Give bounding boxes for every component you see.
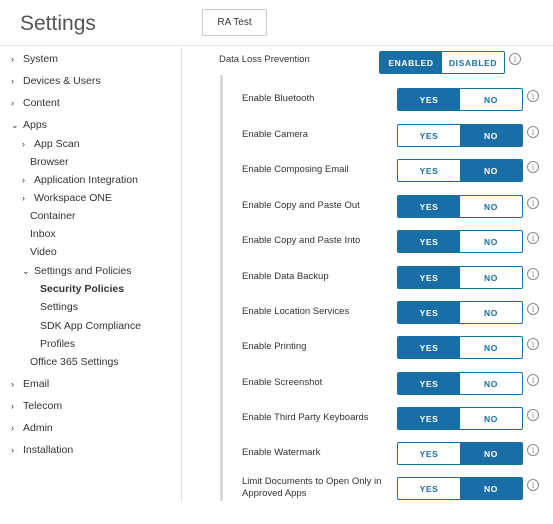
info-icon[interactable]: i (527, 268, 539, 280)
yes-option[interactable]: YES (398, 89, 460, 110)
chevron-right-icon: › (22, 193, 25, 203)
setting-label: Enable Copy and Paste Into (242, 235, 361, 246)
organization-group-button[interactable]: RA Test (202, 9, 267, 36)
sidebar-item[interactable] (11, 420, 53, 436)
yes-option[interactable]: YES (419, 165, 439, 176)
yes-no-toggle[interactable] (397, 159, 523, 182)
sidebar-item[interactable] (30, 244, 57, 260)
chevron-down-icon: ⌄ (22, 265, 30, 276)
sidebar-item-label: Office 365 Settings (30, 356, 119, 368)
chevron-right-icon: › (22, 175, 25, 185)
chevron-right-icon: › (11, 379, 14, 389)
info-icon[interactable]: i (527, 232, 539, 244)
info-icon[interactable]: i (509, 53, 521, 65)
sidebar-item[interactable] (11, 442, 73, 458)
sidebar-item[interactable] (40, 318, 141, 334)
chevron-right-icon: › (11, 445, 14, 455)
sidebar-item[interactable] (22, 190, 112, 206)
chevron-right-icon: › (22, 139, 25, 149)
sidebar-item-label: App Scan (34, 138, 80, 150)
security-policies-panel (183, 47, 553, 502)
dlp-toggle[interactable] (379, 51, 505, 74)
yes-option[interactable]: YES (398, 196, 460, 217)
chevron-down-icon: ⌄ (11, 119, 19, 130)
sidebar-item-label: Workspace ONE (34, 192, 112, 204)
setting-label: Limit Documents to Open Only in Approved Apps (242, 476, 382, 499)
sidebar-item-label: Video (30, 246, 57, 258)
sidebar-item-label: Security Policies (40, 283, 125, 295)
sidebar-item-label: Container (30, 210, 76, 222)
setting-label: Enable Composing Email (242, 164, 349, 175)
sidebar-item[interactable] (40, 336, 75, 352)
sidebar-nav (0, 47, 182, 502)
sidebar-item-label: Email (23, 378, 50, 390)
setting-label: Enable Location Services (242, 306, 350, 317)
sidebar-item-label: Profiles (40, 338, 76, 350)
yes-no-toggle[interactable] (397, 230, 523, 253)
info-icon[interactable]: i (527, 338, 539, 350)
yes-no-toggle[interactable] (397, 372, 523, 395)
info-icon[interactable]: i (527, 374, 539, 386)
yes-option[interactable]: YES (419, 483, 439, 494)
yes-option[interactable]: YES (398, 337, 460, 358)
sidebar-item[interactable] (22, 136, 80, 152)
sidebar-item-label: Settings (40, 301, 78, 313)
sidebar-item[interactable] (30, 154, 69, 170)
yes-option[interactable]: YES (398, 373, 460, 394)
no-option[interactable]: NO (484, 413, 498, 424)
sidebar-item[interactable] (11, 117, 47, 133)
dlp-settings-rail (220, 75, 223, 501)
setting-label: Enable Third Party Keyboards (242, 412, 369, 423)
sidebar-item-label: Inbox (30, 228, 56, 240)
sidebar-item-label: System (23, 53, 59, 65)
chevron-right-icon: › (11, 76, 14, 86)
sidebar-item[interactable] (11, 398, 62, 414)
yes-no-toggle[interactable] (397, 301, 523, 324)
sidebar-item-label: Telecom (23, 400, 63, 412)
sidebar-item[interactable] (40, 281, 124, 297)
chevron-right-icon: › (11, 54, 14, 64)
yes-no-toggle[interactable] (397, 407, 523, 430)
sidebar-item-label: Application Integration (34, 174, 138, 186)
info-icon[interactable]: i (527, 90, 539, 102)
setting-label: Enable Printing (242, 341, 307, 352)
yes-no-toggle[interactable] (397, 336, 523, 359)
setting-label: Enable Data Backup (242, 271, 329, 282)
setting-label: Enable Screenshot (242, 377, 323, 388)
sidebar-item-label: Content (23, 97, 60, 109)
no-option[interactable]: NO (484, 342, 498, 353)
sidebar-item[interactable] (30, 226, 56, 242)
no-option[interactable]: NO (460, 478, 522, 499)
sidebar-item[interactable] (11, 51, 58, 67)
yes-option[interactable]: YES (398, 231, 460, 252)
sidebar-item[interactable] (40, 299, 78, 315)
sidebar-item-label: Admin (23, 422, 53, 434)
no-option[interactable]: NO (460, 443, 522, 464)
sidebar-item-label: Apps (23, 119, 47, 131)
sidebar-item-label: Devices & Users (23, 75, 101, 87)
yes-no-toggle[interactable] (397, 266, 523, 289)
yes-no-toggle[interactable] (397, 442, 523, 465)
dlp-label: Data Loss Prevention (219, 54, 310, 65)
setting-label: Enable Watermark (242, 447, 321, 458)
dlp-disabled-option[interactable]: DISABLED (448, 57, 498, 68)
setting-label: Enable Camera (242, 129, 309, 140)
setting-label: Enable Copy and Paste Out (242, 200, 360, 211)
yes-no-toggle[interactable] (397, 477, 523, 500)
yes-option[interactable]: YES (398, 267, 460, 288)
info-icon[interactable]: i (527, 409, 539, 421)
sidebar-item-label: Installation (23, 444, 74, 456)
yes-option[interactable]: YES (398, 408, 460, 429)
yes-option[interactable]: YES (419, 130, 439, 141)
sidebar-item[interactable] (11, 95, 60, 111)
yes-no-toggle[interactable] (397, 88, 523, 111)
sidebar-item[interactable] (22, 172, 138, 188)
sidebar-item-label: SDK App Compliance (40, 320, 141, 332)
sidebar-item-label: Settings and Policies (34, 265, 132, 277)
info-icon[interactable]: i (527, 479, 539, 491)
info-icon[interactable]: i (527, 126, 539, 138)
yes-no-toggle[interactable] (397, 124, 523, 147)
no-option[interactable]: NO (460, 160, 522, 181)
info-icon[interactable]: i (527, 303, 539, 315)
info-icon[interactable]: i (527, 161, 539, 173)
no-option[interactable]: NO (484, 272, 498, 283)
no-option[interactable]: NO (484, 307, 498, 318)
sidebar-item-label: Browser (30, 156, 69, 168)
page-title: Settings (20, 12, 96, 35)
sidebar-item[interactable] (30, 208, 76, 224)
no-option[interactable]: NO (484, 94, 498, 105)
no-option[interactable]: NO (460, 125, 522, 146)
sidebar-item[interactable] (22, 263, 131, 279)
yes-option[interactable]: YES (419, 448, 439, 459)
chevron-right-icon: › (11, 423, 14, 433)
dlp-enabled-option[interactable]: ENABLED (380, 52, 442, 73)
no-option[interactable]: NO (484, 201, 498, 212)
chevron-right-icon: › (11, 401, 14, 411)
chevron-right-icon: › (11, 98, 14, 108)
sidebar-item[interactable] (11, 376, 49, 392)
yes-no-toggle[interactable] (397, 195, 523, 218)
sidebar-item[interactable] (11, 73, 101, 89)
no-option[interactable]: NO (484, 236, 498, 247)
page-header (0, 0, 553, 46)
yes-option[interactable]: YES (398, 302, 460, 323)
setting-label: Enable Bluetooth (242, 93, 315, 104)
sidebar-item[interactable] (30, 354, 119, 370)
no-option[interactable]: NO (484, 378, 498, 389)
info-icon[interactable]: i (527, 197, 539, 209)
info-icon[interactable]: i (527, 444, 539, 456)
